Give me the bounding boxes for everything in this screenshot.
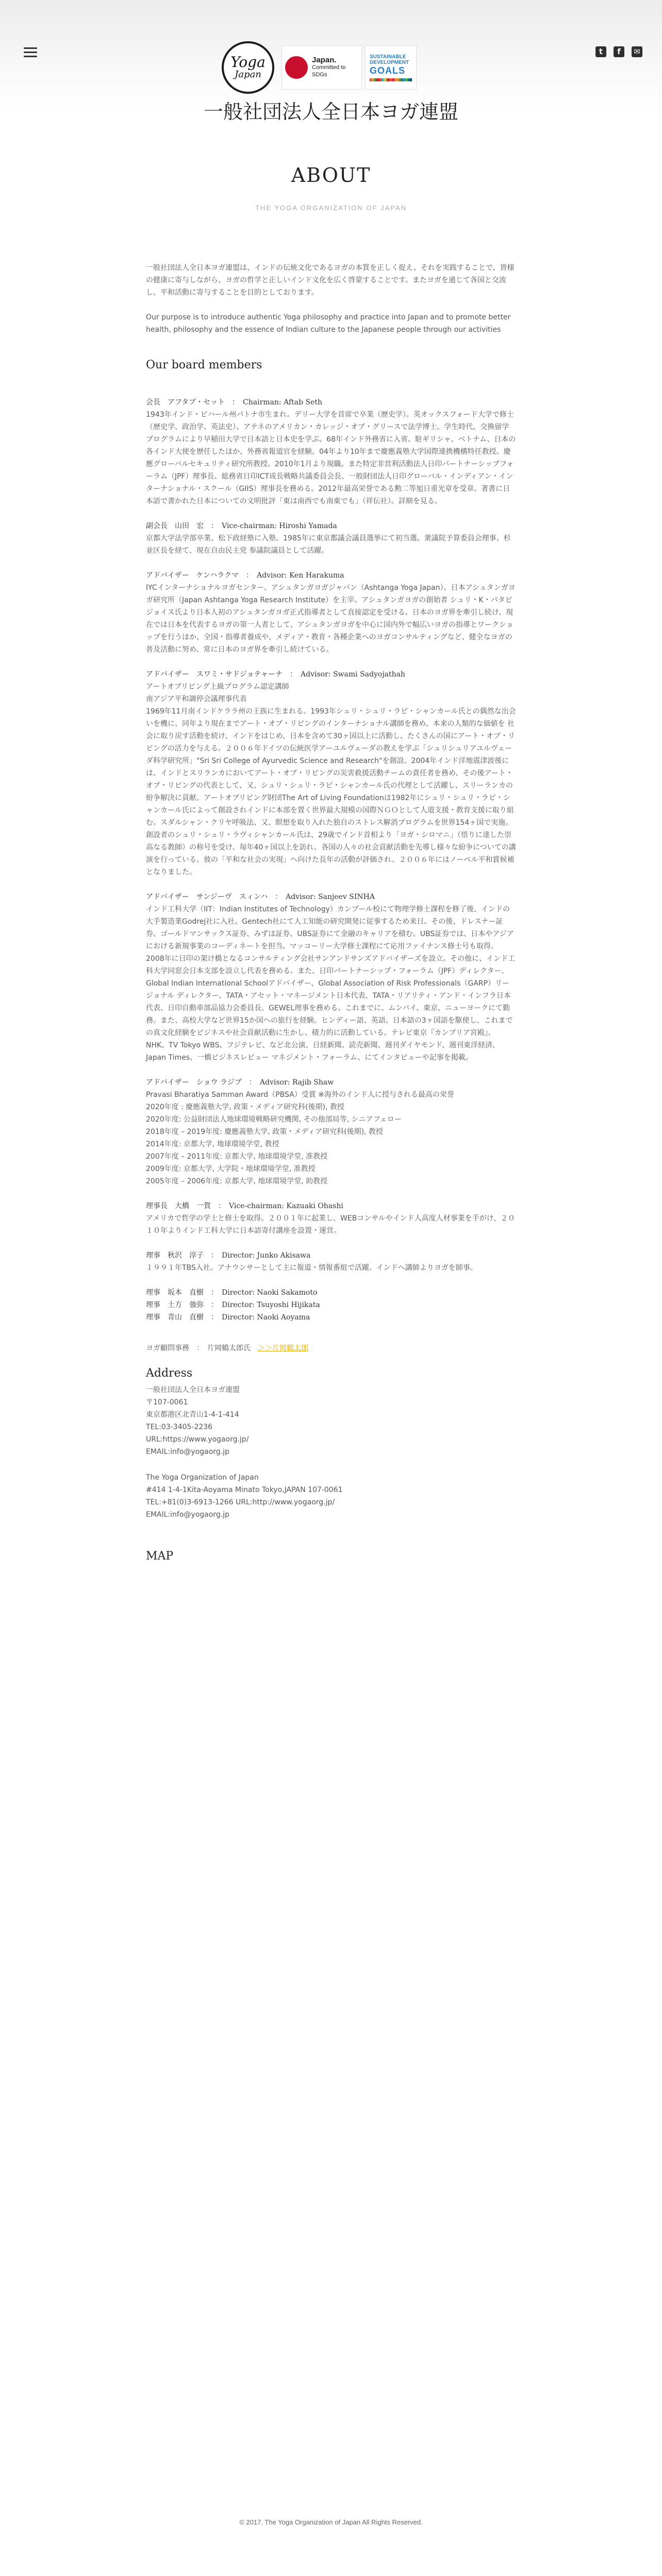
address-line-en: The Yoga Organization of Japan <box>146 1473 259 1482</box>
intro-en: Our purpose is to introduce authentic Yoga philosophy and practice into Japan and to promote better health, philosophy and the essence of Indian culture to the Japanese people through our activities <box>146 313 511 334</box>
board-member-role-en: Advisor: Swami Sadyojathah <box>301 670 406 679</box>
board-heading: Our board members <box>146 359 262 371</box>
japan-logo-sub: Committed to SDGs <box>312 64 346 78</box>
board-member-role-jp: アドバイザー ショウ ラジブ ： <box>146 1078 260 1087</box>
board-member <box>146 569 516 656</box>
japan-flag-icon <box>285 56 308 79</box>
board-member-title <box>146 1076 516 1089</box>
board-member-list <box>146 396 516 1324</box>
board-member-role-en: Advisor: Ken Harakuma <box>257 571 344 580</box>
sdg-color-bar <box>370 78 412 81</box>
board-member <box>146 1249 516 1274</box>
board-member-role-en: Director: Naoki Aoyama <box>222 1313 310 1321</box>
board-member <box>146 1200 516 1237</box>
address-section <box>146 1367 516 1521</box>
address-line-jp: 一般社団法人全日本ヨガ連盟 <box>146 1386 240 1394</box>
board-member-title <box>146 891 516 903</box>
sdg-logo-top: SUSTAINABLE DEVELOPMENT <box>370 54 409 65</box>
board-member-title <box>146 668 516 681</box>
address-line-jp: URL:https://www.yogaorg.jp/ <box>146 1435 249 1444</box>
footer-copyright: © 2017. The Yoga Organization of Japan All Rights Reserved. <box>239 2518 423 2526</box>
address-line-en: #414 1-4-1Kita-Aoyama Minato Tokyo,JAPAN 107-0061 <box>146 1486 343 1494</box>
site-header <box>0 0 662 123</box>
board-member-bio: IYCインターナショナルヨガセンター、アシュタンガヨガジャパン（Ashtanga Yoga Japan）、日本アシュタンガヨガ研究所（Japan Ashtanga Yoga Research Institute）を主宰。アシュタンガヨガの創始者 シュリ・K・パタビジョイス氏より日本人初のアシュタンガヨガ正式指導者として直接認定を受ける。日本のヨガ界を牽引し続け、現在では日本を代表するヨガの第一人者として、アシュタンガヨガを中心に国内外で幅広いヨガの指導とワークショップを行うほか、全国・指導者養成や、メディア・教育・各種企業へのヨガコンサルティングなど、健全なヨガの普及活動に努め、常に日本のヨガ界を牽引し続けている。 <box>146 584 516 654</box>
twitter-icon[interactable]: t <box>595 46 606 57</box>
sdgs-logo <box>365 45 417 90</box>
board-member-bio: 京都大学法学部卒業、松下政経塾に入塾。1985年に東京都議会議員選挙にて初当選。衆議院予算委員会理事、杉並区長を経て、現在自由民主党 参議院議員として活躍。 <box>146 534 511 555</box>
board-member-role-jp: 副会長 山田 宏 ： <box>146 522 222 530</box>
map-heading: MAP <box>146 1550 174 1563</box>
board-member-title <box>146 1311 516 1324</box>
board-member-role-jp: 会長 アフタブ・セット ： <box>146 398 243 406</box>
board-member <box>146 891 516 1064</box>
board-member <box>146 1286 516 1299</box>
board-member-role-en: Director: Junko Akisawa <box>222 1251 311 1260</box>
board-member-role-en: Vice-chairman: Kazuaki Ohashi <box>229 1202 343 1210</box>
board-member-role-jp: アドバイザー ケンハラクマ ： <box>146 571 257 580</box>
social-links <box>595 46 642 57</box>
board-member-role-en: Advisor: Rajib Shaw <box>259 1078 334 1087</box>
yoga-advisor-line <box>146 1342 516 1354</box>
board-member-role-jp: 理事長 大橋 一賀 ： <box>146 1202 229 1210</box>
page-subtitle: THE YOGA ORGANIZATION OF JAPAN <box>255 204 407 212</box>
board-member-title <box>146 569 516 582</box>
sdg-logo-main: GOALS <box>370 65 406 76</box>
board-member-role-jp: 理事 坂本 直樹 ： <box>146 1289 222 1297</box>
board-member-bio: 1943年インド・ビハール州パトナ市生まれ。デリー大学を首席で卒業（歴史学）。英オックスフォード大学で修士（歴史学、政治学、英法史）、アテネのアメリカン・カレッジ・オブ・グリースで法学博士。学生時代、交換留学プログラムにより早稲田大学で日本語と日本史を学ぶ。68年インド外務省に入省。駐ギリシャ、ベトナム、日本の各インド大使を歴任したほか、外務省報道官を経験。04年より10年まで慶應義塾大学国際連携機構特任教授。慶應グローバルセキュリティ研究所教授。2010年1月より現職。また特定非営利活動法人日印パートナーシップフォーラム（JPF）理事長、総務省日印ICT成長戦略共議委員会長、一般財団法人日印グローバル・インディアン・インターナショナル・スクール（GIIS）理事長を務める。2012年最高栄誉である勲二等旭日重光章を受章。著書に日本語で書かれた日本についての文明批評「東は南西でも南東でも」（祥伝社）。詳細を見る。 <box>146 411 516 505</box>
board-member <box>146 520 516 557</box>
kataoka-link[interactable]: ＞＞片岡鶴太郎 <box>258 1344 308 1352</box>
address-line-jp: 東京都港区北青山1-4-1-414 <box>146 1411 239 1419</box>
yoga-advisor-text: ヨガ顧問事務 ： 片岡鶴太郎氏 <box>146 1344 258 1352</box>
japan-committed-sdgs-logo <box>282 45 362 90</box>
board-member-role-jp: 理事 土方 強弥 ： <box>146 1301 222 1309</box>
address-line-jp: 〒107-0061 <box>146 1398 188 1406</box>
board-member-bio: アメリカで哲学の学士と修士を取得。２００１年に起業し、WEBコンサルやインド人高度人材事業を手がけ、２０１０年よりインド工科大学に日本語寄付講座を設置・運営。 <box>146 1214 516 1235</box>
address-line-jp: EMAIL:info@yogaorg.jp <box>146 1448 229 1456</box>
mail-icon[interactable]: ✉ <box>632 46 642 57</box>
board-member <box>146 396 516 507</box>
board-member-title <box>146 1249 516 1262</box>
board-member-title <box>146 520 516 532</box>
logo-row <box>222 41 417 94</box>
board-member <box>146 1299 516 1311</box>
address-en <box>146 1471 516 1521</box>
facebook-icon[interactable]: f <box>614 46 624 57</box>
intro-jp: 一般社団法人全日本ヨガ連盟は、インドの伝統文化であるヨガの本質を正しく捉え、それを実践することで、皆様の健康に寄与しながら、ヨガの哲学と正しいインド文化を広く啓蒙することです。またヨガを通じて各国と交流し、平和活動に寄与することを目的としております。 <box>146 264 515 297</box>
board-member <box>146 1076 516 1188</box>
board-member-title <box>146 1286 516 1299</box>
address-heading: Address <box>146 1367 193 1380</box>
yoga-logo-line2: Japan <box>235 69 261 80</box>
board-member-role-en: Vice-chairman: Hiroshi Yamada <box>222 522 337 530</box>
board-member-bio: Pravasi Bharatiya Samman Award（PBSA）受賞 ※海外のインド人に授与される最高の栄誉 2020年度 : 慶應義塾大学, 政策・メディア研究科(後期), 教授 2020年度: 公益財団法人地球環境戦略研究機関, その他部局等, シニアフェロー 2018年度 – 2019年度: 慶應義塾大学, 政策・メディア研究科(後期), 教授 2014年度: 京都大学, 地球環境学堂, 教授 2007年度 – 2011年度: 京都大学, 地球環境学堂, 准教授 2009年度: 京都大学, 大学院・地球環境学堂, 准教授 2005年度 – 2006年度: 京都大学, 地球環境学堂, 助教授 <box>146 1091 454 1185</box>
board-member-bio: アートオブリビング上級プログラム認定講師 南アジア平和調停会議理事代表 1969年11月南インドケララ州の王族に生まれる。1993年シュリ・シュリ・ラビ・シャンカール氏との偶然な出会いを機に、同年より現在までアート・オブ・リビングのインターナショナル講師を務め、本来の人類的な価値を 社会に取り戻す活動を続け、インドをはじめ、日本を含めて30ヶ国以上に活動し、たくさんの国にアート・オブ・リビングの活力を与える。２００６年ドイツの伝統医学アーユルヴェーダの教えを学ぶ「シュリシュリアユルヴェーダ科学研究所」"Sri Sri College of Ayurvedic Science and Research"を創設。2004年インド洋地震津波後には、インドとスリランカにおいてアート・オブ・リビングの災害救援活動チームの責任者を務め、その後アート・オブ・リビングの代表として、又、シュリ・シュリ・ラビ・シャンカール氏の代理として活躍し、スリーランカの紛争解決に貢献。アートオブリビング財団The Art of Living Foundationは1982年にシュリ・シュリ・ラビ・シャンカール氏によって創設されインドに本部を置く世界最大規模の国際ＮＧＯとして人道支援・教育支援に取り組む。スダルシャン・クリヤ呼吸法、又、瞑想を取り入れた独自のストレス解消プログラムを世界154ヶ国で実施。創設者のシュリ・シュリ・ラヴィシャンカール氏は、29歳でインド首相より「ヨガ・シロマニ」（悟りに達した崇高なる教師）の称号を受け、毎年40ヶ国以上を訪れ、各国の人々の社会貢献活動を先導し様々な紛争についての講演を行っている。彼の「平和な社会の実現」へ向けた長年の活動が評価され、２００６年にはノーベル平和賞候補となりました。 <box>146 683 516 876</box>
board-member-role-jp: 理事 青山 直樹 ： <box>146 1313 222 1321</box>
board-member-bio: インド工科大学（IIT：Indian Institutes of Technology）カンプール校にて物理学修士課程を修了後、インドの大手製造業Godrej社に入社。Gentech社にて人工知能の研究開発に従事するため来日。その後、ドレスナー証券、ゴールドマンサックス証券、みずほ証券、UBS証券にて金融のキャリアを積む。UBS証券では、日本やアジアにおける新規事業のコーディネートを担当。マッコーリー大学修士課程にて応用ファイナンス修士号も取得。2008年に日印の架け橋となるコンサルティング会社サンアンドサンズアドバイザーズを設立。その他に、インド工科大学同窓会日本支部を設立し代表を務める。また、日印パートナーシップ・フォーラム（JPF）ディレクター、Global Indian International Schoolアドバイザー、Global Association of Risk Professionals（GARP）リージョナル ディレクター、TATA・アセット・マネージメント日本代表、TATA・リアリティ・アンド・インフラ日本代表、日印自動車部品協力会委員長、GEWEL理事を務める。これまでに、ムンバイ、東京、ニューヨークにて勤務。また、高校大学など世界15か国への旅行を経験。ヒンディー語、英語、日本語の3ヶ国語を駆使し、これまでの真文化経験をビジネスや社会貢献活動に生かし、積力的に活動している。テレビ東京『カンブリア宮殿』、NHK、TV Tokyo WBS、フジテレビ、など北公演、日経新聞、読売新聞、週刊ダイヤモンド、週刊東洋経済、Japan Times、一橋ビジネスレビュー マネジメント・フォーラム、にてインタビューや記事を掲載。 <box>146 905 516 1062</box>
address-jp <box>146 1384 516 1458</box>
board-member <box>146 1311 516 1324</box>
board-member-role-jp: アドバイザー サンジーヴ スィンハ ： <box>146 893 286 901</box>
address-line-en: TEL:+81(0)3-6913-1266 URL:http://www.yogaorg.jp/ <box>146 1498 335 1506</box>
board-member-role-jp: 理事 秋沢 淳子 ： <box>146 1251 222 1260</box>
board-member-bio: １９９１年TBS入社。アナウンサーとして主に報道・情報番組で活躍。インドへ講師よりヨガを師事。 <box>146 1264 477 1272</box>
board-member-role-jp: アドバイザー スワミ・サドジョテャーナ ： <box>146 670 301 679</box>
board-member-title <box>146 1299 516 1311</box>
address-line-en: EMAIL:info@yogaorg.jp <box>146 1511 229 1519</box>
board-member-role-en: Advisor: Sanjeev SINHA <box>286 893 375 901</box>
japan-logo-title: Japan. <box>312 56 337 64</box>
board-member <box>146 668 516 878</box>
board-member-title <box>146 396 516 409</box>
board-member-role-en: Chairman: Aftab Seth <box>243 398 323 406</box>
board-member-role-en: Director: Tsuyoshi Hijikata <box>222 1301 320 1309</box>
main-content <box>146 262 516 1567</box>
yoga-logo-line1: Yoga <box>230 54 266 71</box>
board-member-role-en: Director: Naoki Sakamoto <box>222 1289 318 1297</box>
address-line-jp: TEL:03-3405-2236 <box>146 1423 213 1431</box>
page-title: ABOUT <box>291 164 371 187</box>
organization-name: 一般社団法人全日本ヨガ連盟 <box>203 100 458 123</box>
board-member-title <box>146 1200 516 1212</box>
menu-icon[interactable] <box>24 47 37 58</box>
yoga-japan-logo[interactable] <box>222 41 274 94</box>
